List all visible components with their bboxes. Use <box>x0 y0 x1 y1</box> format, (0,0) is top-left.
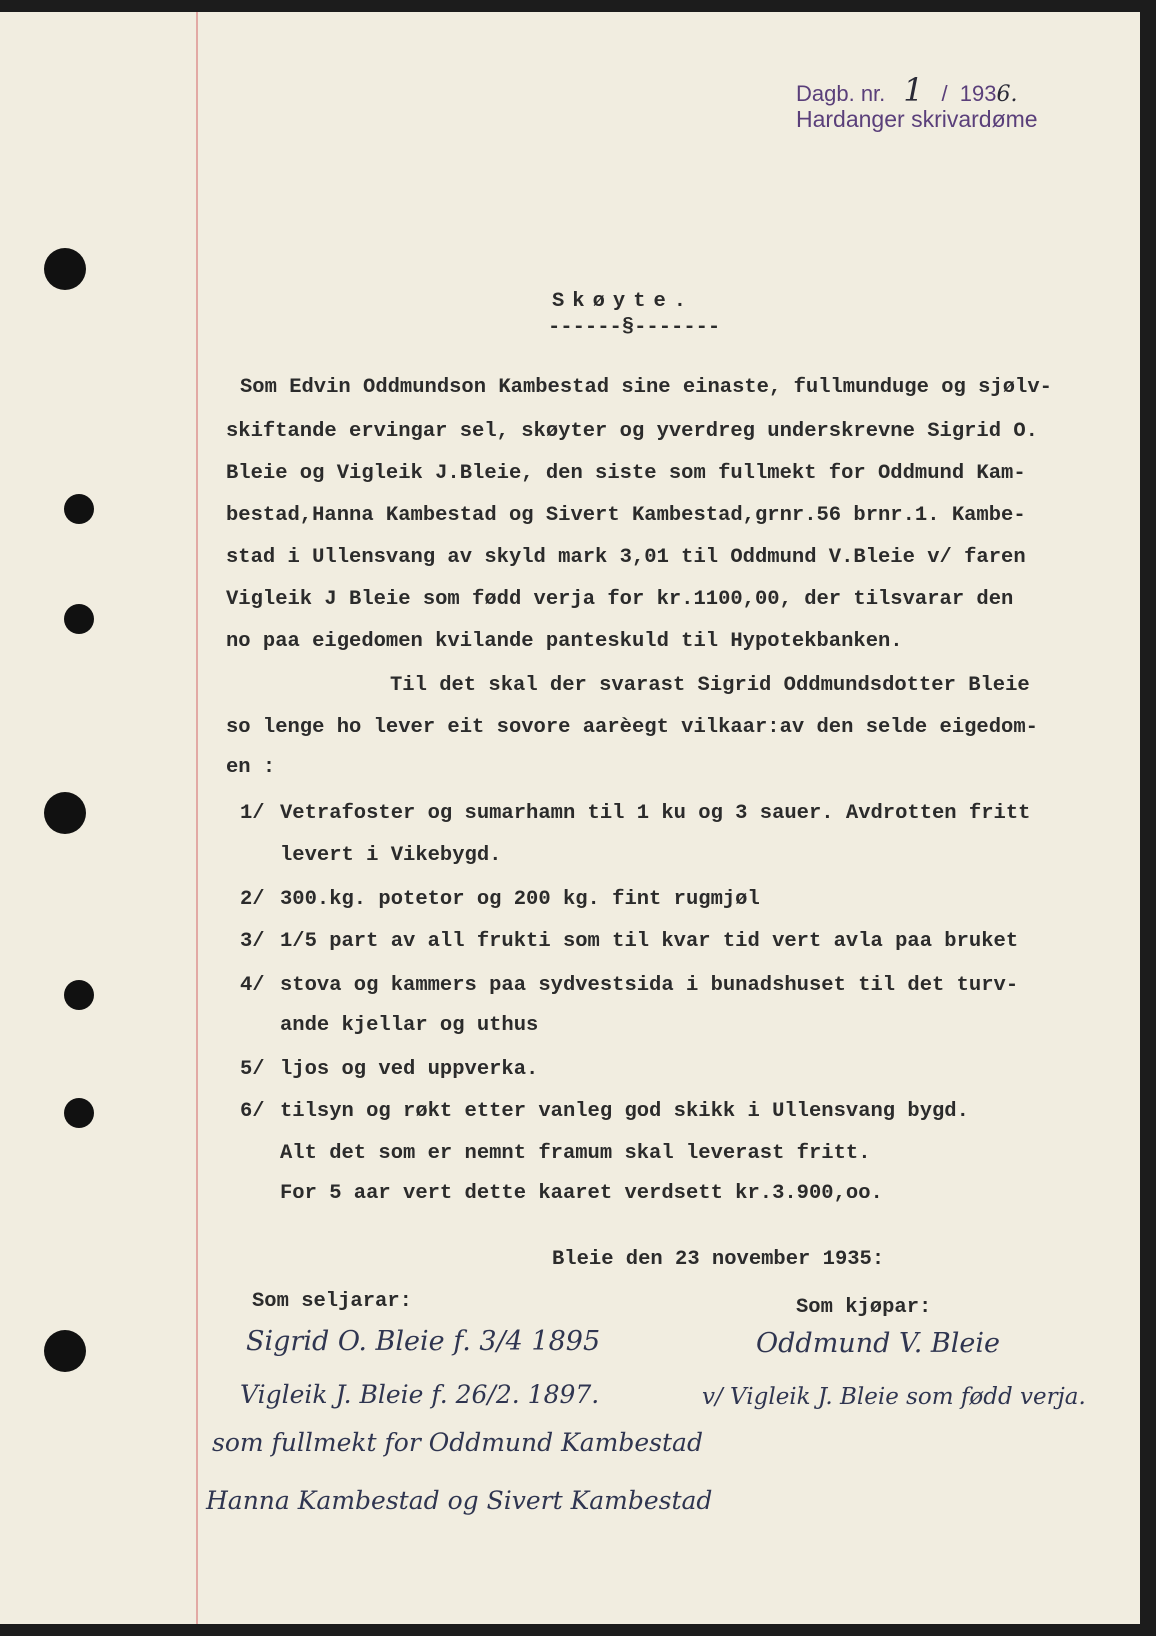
body-line: Bleie og Vigleik J.Bleie, den siste som fullmekt for Oddmund Kam- <box>226 462 1026 485</box>
item-line: 1/5 part av all frukti som til kvar tid vert avla paa bruket <box>280 930 1019 953</box>
body-line: en : <box>226 756 276 779</box>
signature-vigleik: Vigleik J. Bleie f. 26/2. 1897. <box>240 1380 600 1409</box>
signature-guardian: v/ Vigleik J. Bleie som fødd verja. <box>702 1384 1086 1410</box>
punch-hole <box>44 248 86 290</box>
sellers-label: Som seljarar: <box>252 1290 412 1313</box>
item-number: 1/ <box>240 802 265 825</box>
body-line: stad i Ullensvang av skyld mark 3,01 til Oddmund V.Bleie v/ faren <box>226 546 1026 569</box>
item-number: 3/ <box>240 930 265 953</box>
item-line: 300.kg. potetor og 200 kg. fint rugmjøl <box>280 888 760 911</box>
stamp-slash: / <box>941 81 948 106</box>
item-number: 4/ <box>240 974 265 997</box>
body-line: Som Edvin Oddmundson Kambestad sine einaste, fullmunduge og sjølv- <box>240 376 1052 399</box>
stamp-year-written: 6. <box>996 82 1018 107</box>
body-line: skiftande ervingar sel, skøyter og yverdreg underskrevne Sigrid O. <box>226 420 1038 443</box>
item-line: stova og kammers paa sydvestsida i bunadshuset til det turv- <box>280 974 1019 997</box>
title-rule: ------§------- <box>548 316 721 339</box>
signature-heirs: Hanna Kambestad og Sivert Kambestad <box>206 1486 713 1515</box>
buyer-label: Som kjøpar: <box>796 1296 932 1319</box>
document-title: Skøyte. <box>552 290 695 313</box>
punch-hole <box>64 604 94 634</box>
punch-hole <box>64 980 94 1010</box>
body-line: Vigleik J Bleie som fødd verja for kr.1100,00, der tilsvarar den <box>226 588 1014 611</box>
signature-sigrid: Sigrid O. Bleie f. 3/4 1895 <box>246 1326 601 1357</box>
punch-hole <box>44 1330 86 1372</box>
stamp-number: 1 <box>903 71 924 109</box>
item-number: 2/ <box>240 888 265 911</box>
item-number: 6/ <box>240 1100 265 1123</box>
journal-stamp <box>796 71 1018 109</box>
signature-fullmekt: som fullmekt for Oddmund Kambestad <box>212 1428 703 1457</box>
item-line: ande kjellar og uthus <box>280 1014 539 1037</box>
date-line: Bleie den 23 november 1935: <box>552 1248 885 1271</box>
item-line: Vetrafoster og sumarhamn til 1 ku og 3 sauer. Avdrotten fritt <box>280 802 1031 825</box>
item-line: For 5 aar vert dette kaaret verdsett kr.3.900,oo. <box>280 1182 883 1205</box>
body-line: so lenge ho lever eit sovore aarèegt vilkaar:av den selde eigedom- <box>226 716 1038 739</box>
stamp-prefix: Dagb. nr. <box>796 81 886 106</box>
item-line: Alt det som er nemnt framum skal leverast fritt. <box>280 1142 871 1165</box>
item-line: levert i Vikebygd. <box>280 844 502 867</box>
item-number: 5/ <box>240 1058 265 1081</box>
punch-hole <box>64 494 94 524</box>
item-line: tilsyn og røkt etter vanleg god skikk i Ullensvang bygd. <box>280 1100 969 1123</box>
body-line: no paa eigedomen kvilande panteskuld til Hypotekbanken. <box>226 630 903 653</box>
signature-oddmund: Oddmund V. Bleie <box>756 1328 1000 1359</box>
punch-hole <box>64 1098 94 1128</box>
body-line: bestad,Hanna Kambestad og Sivert Kambestad,grnr.56 brnr.1. Kambe- <box>226 504 1026 527</box>
stamp-office: Hardanger skrivardøme <box>796 106 1038 132</box>
punch-hole <box>44 792 86 834</box>
body-line: Til det skal der svarast Sigrid Oddmundsdotter Bleie <box>390 674 1030 697</box>
item-line: ljos og ved uppverka. <box>280 1058 539 1081</box>
stamp-year-printed: 193 <box>959 81 997 106</box>
margin-line <box>196 12 198 1624</box>
document-page <box>0 12 1140 1624</box>
